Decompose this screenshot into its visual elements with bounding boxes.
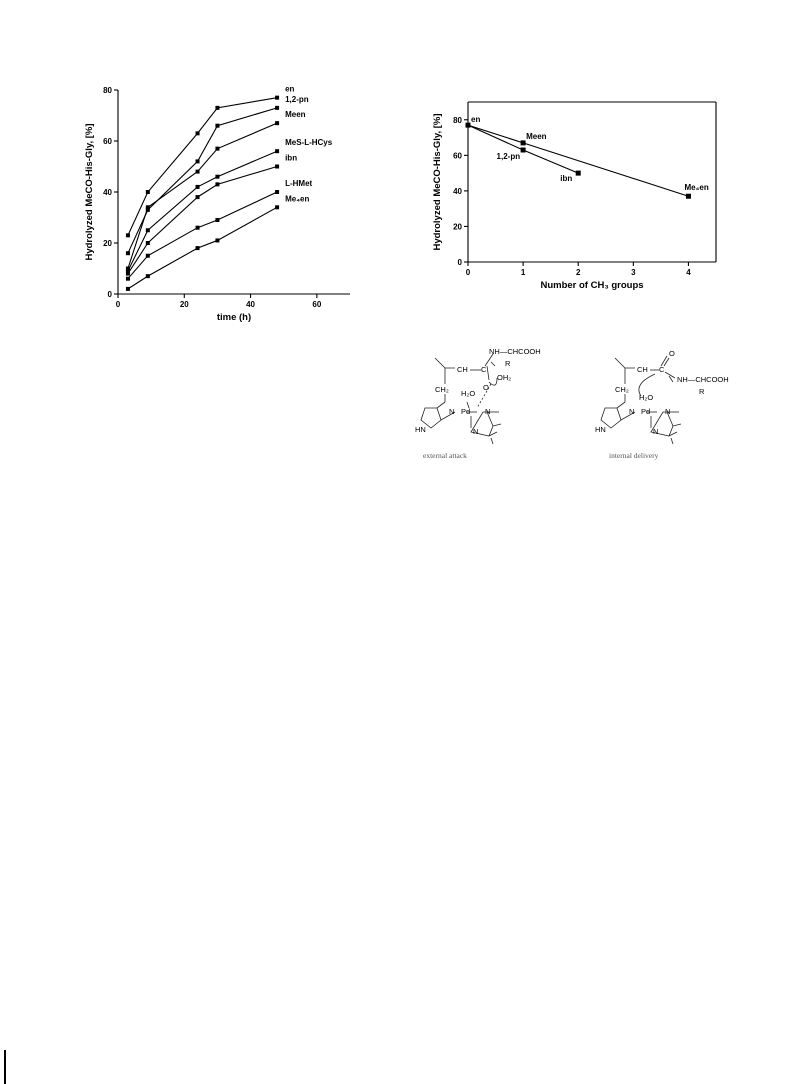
data-point <box>215 182 219 186</box>
y-tick-label: 0 <box>107 290 112 299</box>
data-point <box>196 246 200 250</box>
data-point <box>126 287 130 291</box>
series-label: 1,2-pn <box>285 94 309 104</box>
data-point <box>126 277 130 281</box>
data-point <box>126 233 130 237</box>
x-tick-label: 0 <box>115 300 121 309</box>
internal-delivery-caption: internal delivery <box>609 451 659 460</box>
series-label: ibn <box>285 153 298 163</box>
hydrolysis-time-chart <box>78 82 378 332</box>
mechanism-scheme <box>393 340 753 465</box>
y-axis-label: Hydrolyzed MeCO-His-Gly, [%] <box>84 123 95 261</box>
page-margin-bar <box>4 1050 6 1084</box>
x-tick-label: 1 <box>520 268 526 277</box>
series-line-3 <box>128 151 277 271</box>
data-point <box>215 106 219 110</box>
data-point <box>196 170 200 174</box>
data-point <box>146 241 150 245</box>
int-ch-label: CH <box>637 365 648 374</box>
data-point <box>215 147 219 151</box>
data-point <box>196 131 200 135</box>
x-tick-label: 60 <box>312 300 322 309</box>
int-nme-label-1: N <box>665 407 671 416</box>
y-tick-label: 40 <box>103 188 112 197</box>
data-point <box>126 272 130 276</box>
y-tick-label: 40 <box>453 186 462 196</box>
series-label: Meen <box>285 110 306 120</box>
external-attack-caption: external attack <box>423 451 467 460</box>
series-label: L-HMet <box>285 179 313 188</box>
int-r-label: R <box>699 387 705 396</box>
data-point <box>196 159 200 163</box>
int-nme-label-2: N <box>653 427 659 436</box>
y-tick-label: 80 <box>103 86 112 95</box>
series-label: MeS-L-HCys <box>285 138 333 148</box>
ext-ch2-label: CH₂ <box>435 385 449 394</box>
ext-n-label: N <box>449 407 455 416</box>
ext-o-label: O <box>483 383 489 392</box>
x-tick-label: 2 <box>575 268 581 277</box>
int-nh-label: NH—CHCOOH <box>677 375 729 384</box>
y-tick-label: 80 <box>453 115 462 125</box>
ext-r-label: R <box>505 359 511 368</box>
ext-ch-label: CH <box>457 365 468 374</box>
data-point <box>215 218 219 222</box>
x-axis-label: time (h) <box>216 312 252 323</box>
ext-nme-label-2: N <box>473 427 479 436</box>
series-label: Me₄en <box>285 194 310 204</box>
int-n-label: N <box>629 407 635 416</box>
y-tick-label: 0 <box>457 258 462 267</box>
int-hn-label: HN <box>595 425 606 434</box>
int-ch2-label: CH₂ <box>615 385 629 394</box>
data-point <box>146 190 150 194</box>
y-tick-label: 60 <box>103 137 112 146</box>
data-point <box>196 226 200 230</box>
ext-h2o-label: H₂O <box>461 389 476 398</box>
data-point <box>215 175 219 179</box>
y-tick-label: 60 <box>453 151 462 161</box>
data-point <box>275 190 279 194</box>
ext-hn-label: HN <box>415 425 426 434</box>
int-o-label: O <box>669 349 675 358</box>
methyl-groups-chart <box>428 96 728 296</box>
data-point <box>215 124 219 128</box>
data-point <box>126 251 130 255</box>
data-point <box>196 185 200 189</box>
data-point <box>275 205 279 209</box>
ext-c-label: C <box>481 365 487 374</box>
data-point <box>146 205 150 209</box>
data-point <box>275 121 279 125</box>
data-point <box>146 274 150 278</box>
y-tick-label: 20 <box>453 222 462 232</box>
data-point <box>275 96 279 100</box>
data-point <box>146 228 150 232</box>
series-line-1 <box>128 108 277 253</box>
data-point <box>686 194 691 199</box>
data-point <box>521 148 526 153</box>
point-label: ibn <box>560 174 573 184</box>
data-point <box>275 165 279 169</box>
point-label: Me₄en <box>684 183 709 193</box>
data-point <box>146 254 150 258</box>
ext-nh-label: NH—CHCOOH <box>489 347 541 356</box>
point-label: Meen <box>526 131 547 141</box>
int-c-label: C <box>659 365 665 374</box>
int-pd-label: Pd <box>641 407 651 416</box>
series-line-6 <box>128 207 277 289</box>
data-point <box>576 171 581 176</box>
y-axis-label: Hydrolyzed MeCO-His-Gly, [%] <box>432 113 443 251</box>
series-label: en <box>285 84 295 94</box>
x-tick-label: 3 <box>631 268 636 277</box>
int-h2o-label: H₂O <box>639 393 654 402</box>
point-label: 1,2-pn <box>496 152 521 161</box>
x-axis-label: Number of CH₃ groups <box>540 280 644 291</box>
data-point <box>196 195 200 199</box>
ext-nme-label-1: N <box>485 407 491 416</box>
x-tick-label: 20 <box>179 300 189 309</box>
ext-oh2-label: OH₂ <box>497 373 512 382</box>
data-point <box>215 238 219 242</box>
data-point <box>521 140 526 145</box>
x-tick-label: 4 <box>686 268 691 277</box>
data-point <box>275 106 279 110</box>
y-tick-label: 20 <box>103 239 112 248</box>
data-point <box>466 123 471 128</box>
ext-pd-label: Pd <box>461 407 471 416</box>
data-point <box>275 149 279 153</box>
point-label: en <box>471 115 481 125</box>
x-tick-label: 0 <box>465 268 471 277</box>
x-tick-label: 40 <box>246 300 256 309</box>
